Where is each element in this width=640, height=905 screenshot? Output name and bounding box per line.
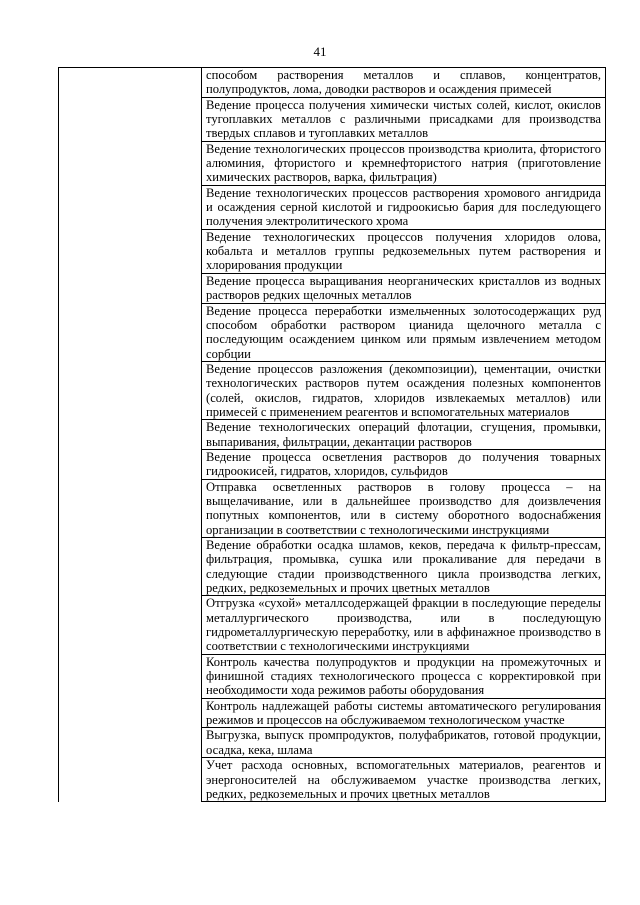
labor-action-text: Отгрузка «сухой» металлсодержащей фракции в последующие переделы металлургического производства, или в последующую гидрометаллургическую переработку, или в аффинажное производство в соответствии с технологическими инструкциями xyxy=(202,596,606,654)
labor-action-text: Ведение технологических процессов получения хлоридов олова, кобальта и металлов группы редкоземельных путем растворения и хлорирования продукции xyxy=(202,229,606,273)
labor-functions-table xyxy=(58,67,606,802)
labor-action-text: способом растворения металлов и сплавов, концентратов, полупродуктов, лома, доводки растворов и осаждения примесей xyxy=(202,68,606,98)
table-cell-empty xyxy=(59,479,202,537)
table-row xyxy=(59,273,606,303)
labor-action-text: Ведение обработки осадка шламов, кеков, передача к фильтр-прессам, фильтрация, промывка, сушка или прокаливание для передачи в следующие стадии производственного цикла производства легких, редких, редкоземельных и прочих цветных металлов xyxy=(202,538,606,596)
labor-action-text: Контроль надлежащей работы системы автоматического регулирования режимов и процессов на обслуживаемом технологическом участке xyxy=(202,698,606,728)
table-cell-empty xyxy=(59,596,202,654)
labor-action-text: Контроль качества полупродуктов и продукции на промежуточных и финишной стадиях технологического процесса с корректировкой при необходимости хода режимов работы оборудования xyxy=(202,654,606,698)
labor-action-text: Отправка осветленных растворов в голову процесса – на выщелачивание, или в дальнейшее производство для доизвлечения попутных компонентов, или в систему оборотного водоснабжения организации в соответствии с технологическими инструкциями xyxy=(202,479,606,537)
table-row xyxy=(59,479,606,537)
table-row xyxy=(59,758,606,802)
table-cell-empty xyxy=(59,728,202,758)
table-cell-empty xyxy=(59,758,202,802)
table-cell-empty xyxy=(59,698,202,728)
table-row xyxy=(59,303,606,361)
table-cell-empty xyxy=(59,361,202,419)
table-row xyxy=(59,97,606,141)
labor-action-text: Ведение процесса получения химически чистых солей, кислот, окислов тугоплавких металлов с различными присадками для производства твердых сплавов и тугоплавких металлов xyxy=(202,97,606,141)
table-row xyxy=(59,449,606,479)
labor-action-text: Ведение процесса выращивания неорганических кристаллов из водных растворов редких щелочных металлов xyxy=(202,273,606,303)
table-cell-empty xyxy=(59,185,202,229)
table-row xyxy=(59,728,606,758)
table-row xyxy=(59,361,606,419)
labor-action-text: Выгрузка, выпуск промпродуктов, полуфабрикатов, готовой продукции, осадка, кека, шлама xyxy=(202,728,606,758)
labor-action-text: Учет расхода основных, вспомогательных материалов, реагентов и энергоносителей на обслуживаемом участке производства легких, редких, редкоземельных и прочих цветных металлов xyxy=(202,758,606,802)
table-cell-empty xyxy=(59,303,202,361)
table-row xyxy=(59,538,606,596)
labor-action-text: Ведение процесса осветления растворов до получения товарных гидроокисей, гидратов, хлоридов, сульфидов xyxy=(202,449,606,479)
labor-action-text: Ведение процесса переработки измельченных золотосодержащих руд способом обработки раствором цианида щелочного металла с последующим осаждением цинком или прямым извлечением методом сорбции xyxy=(202,303,606,361)
page-number: 41 xyxy=(313,44,327,59)
labor-action-text: Ведение технологических операций флотации, сгущения, промывки, выпаривания, фильтрации, декантации растворов xyxy=(202,420,606,450)
table-row xyxy=(59,420,606,450)
table-cell-empty xyxy=(59,68,202,98)
table-row xyxy=(59,185,606,229)
table-row xyxy=(59,596,606,654)
table-row xyxy=(59,141,606,185)
table-cell-empty xyxy=(59,654,202,698)
table-cell-empty xyxy=(59,449,202,479)
labor-action-text: Ведение технологических процессов производства криолита, фтористого алюминия, фтористого и кремнефтористого натрия (приготовление химических растворов, варка, фильтрация) xyxy=(202,141,606,185)
table-cell-empty xyxy=(59,141,202,185)
table-row xyxy=(59,654,606,698)
labor-action-text: Ведение технологических процессов растворения хромового ангидрида и осаждения серной кислотой и гидроокисью бария для последующего получения электролитического хрома xyxy=(202,185,606,229)
table-row xyxy=(59,229,606,273)
labor-action-text: Ведение процессов разложения (декомпозиции), цементации, очистки технологических растворов путем осаждения полезных компонентов (солей, окислов, гидратов, хлоридов извлекаемых металлов) или примесей с применением реагентов и вспомогательных материалов xyxy=(202,361,606,419)
table-cell-empty xyxy=(59,420,202,450)
table-row xyxy=(59,698,606,728)
table-cell-empty xyxy=(59,538,202,596)
table-cell-empty xyxy=(59,229,202,273)
table-row xyxy=(59,68,606,98)
table-cell-empty xyxy=(59,97,202,141)
table-cell-empty xyxy=(59,273,202,303)
